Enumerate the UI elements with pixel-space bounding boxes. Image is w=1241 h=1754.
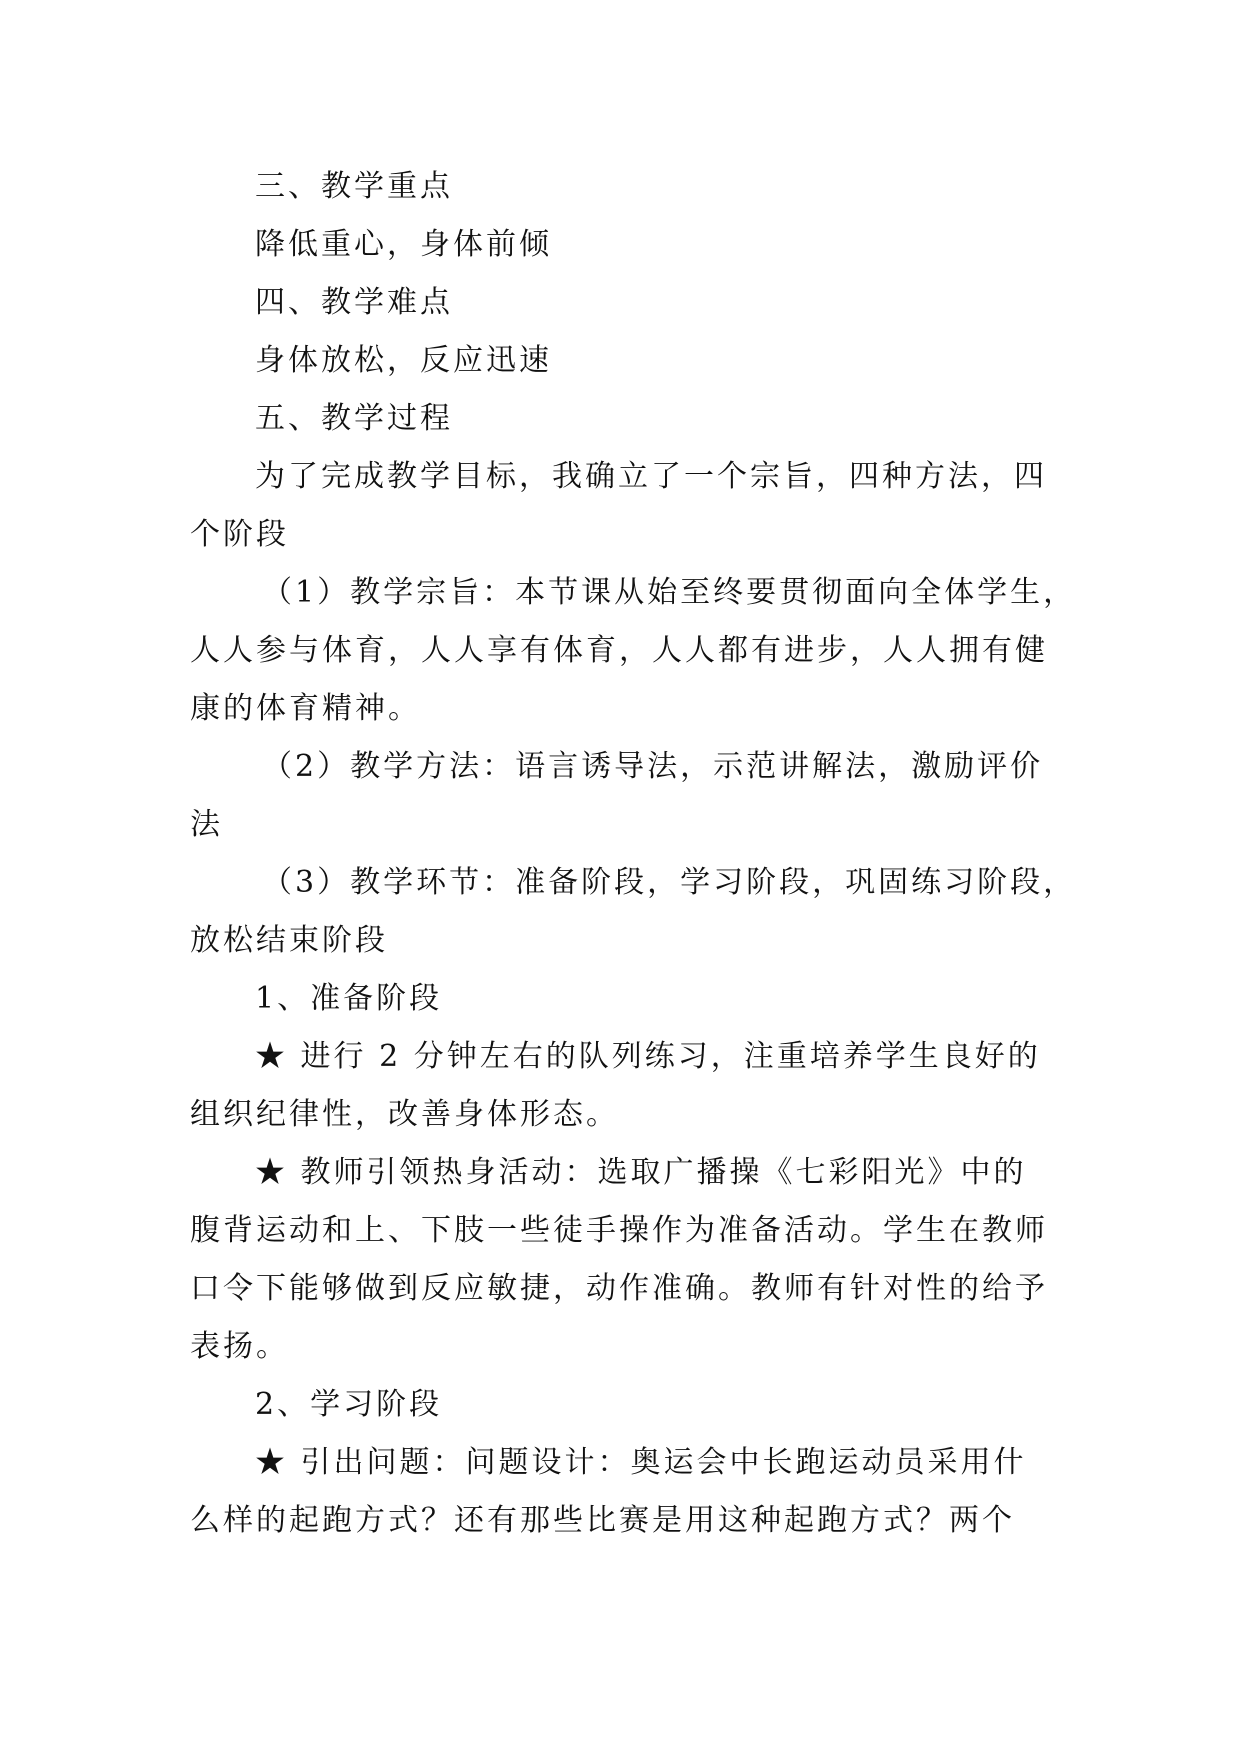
paragraph-line: 降低重心，身体前倾 [255,227,552,262]
paragraph-line: 表扬。 [190,1329,289,1364]
bullet-line: ★ 引出问题：问题设计：奥运会中长跑运动员采用什 [255,1445,1027,1480]
paragraph-line: 腹背运动和上、下肢一些徒手操作为准备活动。学生在教师 [190,1213,1048,1248]
paragraph-line: 身体放松，反应迅速 [255,343,552,378]
heading-teaching-focus: 三、教学重点 [255,169,453,204]
paragraph-line: 口令下能够做到反应敏捷，动作准确。教师有针对性的给予 [190,1271,1048,1306]
heading-teaching-difficulty: 四、教学难点 [255,285,453,320]
paragraph-line: 康的体育精神。 [190,691,421,726]
heading-preparation-stage: 1、准备阶段 [255,981,443,1016]
paragraph-line: 组织纪律性，改善身体形态。 [190,1097,619,1132]
paragraph-line: （2）教学方法：语言诱导法，示范讲解法，激励评价 [262,749,1044,784]
heading-learning-stage: 2、学习阶段 [255,1387,443,1422]
paragraph-line: 为了完成教学目标，我确立了一个宗旨，四种方法，四 [255,459,1047,494]
paragraph-line: 放松结束阶段 [190,923,388,958]
paragraph-line: 个阶段 [190,517,289,552]
paragraph-line: （3）教学环节：准备阶段，学习阶段，巩固练习阶段， [262,865,1077,900]
paragraph-line: 么样的起跑方式？还有那些比赛是用这种起跑方式？两个 [190,1503,1015,1538]
paragraph-line: 法 [190,807,223,842]
bullet-line: ★ 进行 2 分钟左右的队列练习，注重培养学生良好的 [255,1039,1041,1074]
bullet-line: ★ 教师引领热身活动：选取广播操《七彩阳光》中的 [255,1155,1027,1190]
heading-teaching-process: 五、教学过程 [255,401,453,436]
paragraph-line: （1）教学宗旨：本节课从始至终要贯彻面向全体学生， [262,575,1077,610]
paragraph-line: 人人参与体育，人人享有体育，人人都有进步，人人拥有健 [190,633,1048,668]
